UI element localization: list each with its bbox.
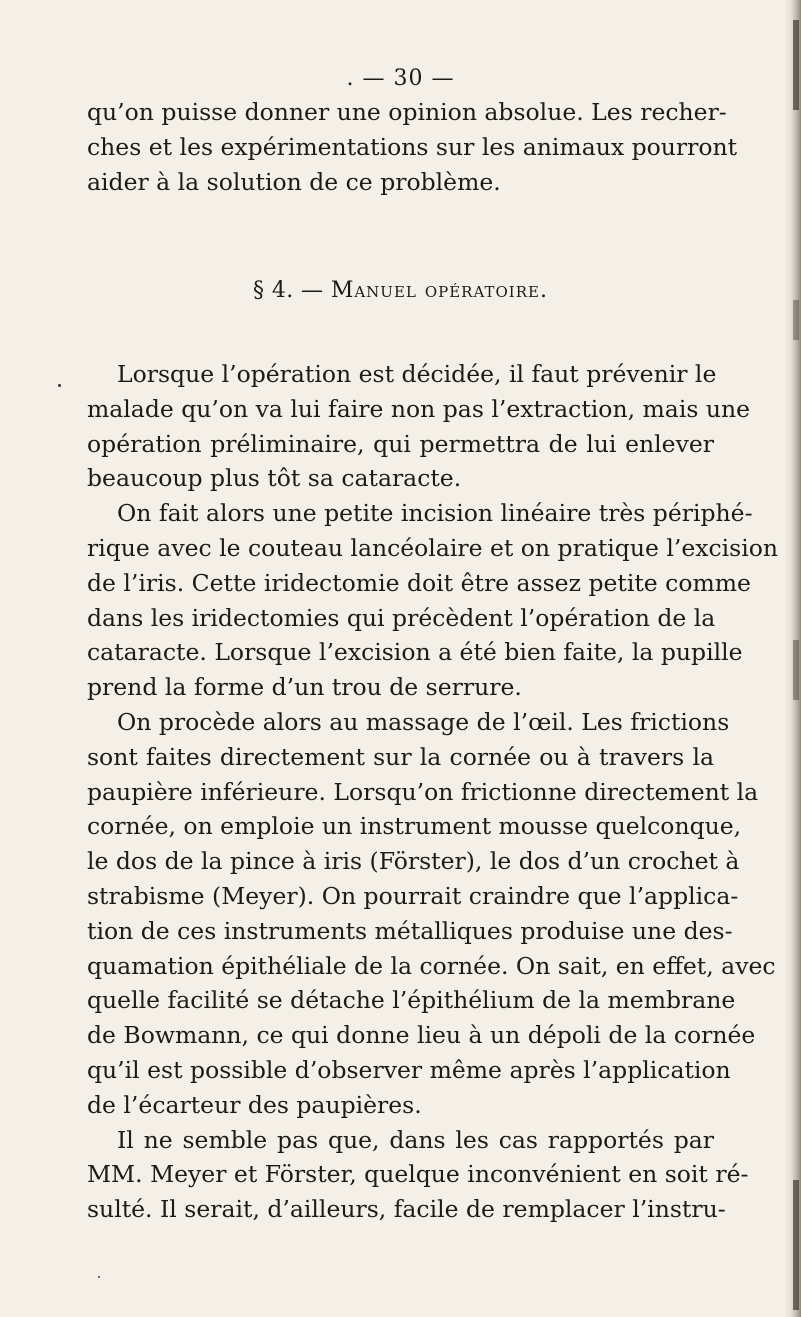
page-number: . — 30 — xyxy=(346,66,455,91)
text-line: malade qu’on va lui faire non pas l’extraction, mais une xyxy=(87,394,751,423)
text-line: On fait alors une petite incision linéaire très périphé- xyxy=(117,499,753,528)
text-line: rique avec le couteau lancéolaire et on pratique l’excision xyxy=(87,533,779,562)
section-heading xyxy=(0,278,801,303)
text-line: aider à la solution de ce problème. xyxy=(87,167,501,196)
text-line: le dos de la pince à iris (Förster), le dos d’un crochet à xyxy=(87,847,740,876)
intro-paragraph xyxy=(87,95,738,199)
text-line: de Bowmann, ce qui donne lieu à un dépoli de la cornée xyxy=(87,1021,756,1050)
text-line: quamation épithéliale de la cornée. On sait, en effet, avec xyxy=(87,951,776,980)
text-line: sont faites directement sur la cornée ou à travers la xyxy=(87,742,714,771)
text-line: opération préliminaire, qui permettra de lui enlever xyxy=(87,429,714,458)
text-line: ches et les expérimentations sur les animaux pourront xyxy=(87,132,738,161)
text-line: MM. Meyer et Förster, quelque inconvénient en soit ré- xyxy=(87,1160,749,1189)
edge-mark xyxy=(793,1180,799,1310)
section-number: § 4. — xyxy=(253,278,331,303)
text-line: qu’on puisse donner une opinion absolue. Les recher- xyxy=(87,98,727,126)
text-line: cornée, on emploie un instrument mousse quelconque, xyxy=(87,812,742,841)
edge-mark xyxy=(793,640,799,700)
text-line: de l’écarteur des paupières. xyxy=(87,1090,422,1119)
text-line: Il ne semble pas que, dans les cas rapportés par xyxy=(117,1125,714,1154)
text-line: paupière inférieure. Lorsqu’on frictionne directement la xyxy=(87,777,759,806)
speck xyxy=(98,1276,100,1278)
edge-mark xyxy=(793,20,799,110)
text-line: dans les iridectomies qui précèdent l’opération de la xyxy=(87,603,716,632)
edge-mark xyxy=(793,300,799,340)
text-line: Lorsque l’opération est décidée, il faut prévenir le xyxy=(117,360,717,388)
text-line: tion de ces instruments métalliques produise une des- xyxy=(87,916,733,945)
text-line: quelle facilité se détache l’épithélium de la membrane xyxy=(87,986,736,1015)
text-line: de l’iris. Cette iridectomie doit être assez petite comme xyxy=(87,568,751,597)
text-line: On procède alors au massage de l’œil. Les frictions xyxy=(117,707,730,736)
text-line: beaucoup plus tôt sa cataracte. xyxy=(87,464,462,493)
speck xyxy=(58,384,61,387)
text-line: strabisme (Meyer). On pourrait craindre que l’applica- xyxy=(87,881,739,910)
text-line: cataracte. Lorsque l’excision a été bien faite, la pupille xyxy=(87,638,743,667)
text-line: qu’il est possible d’observer même après l’application xyxy=(87,1055,731,1084)
page-edge-shadow xyxy=(785,0,801,1317)
body-text xyxy=(87,357,779,1227)
text-line: sulté. Il serait, d’ailleurs, facile de remplacer l’instru- xyxy=(87,1195,726,1224)
section-title: Manuel opératoire. xyxy=(330,278,548,303)
text-line: prend la forme d’un trou de serrure. xyxy=(87,673,522,702)
